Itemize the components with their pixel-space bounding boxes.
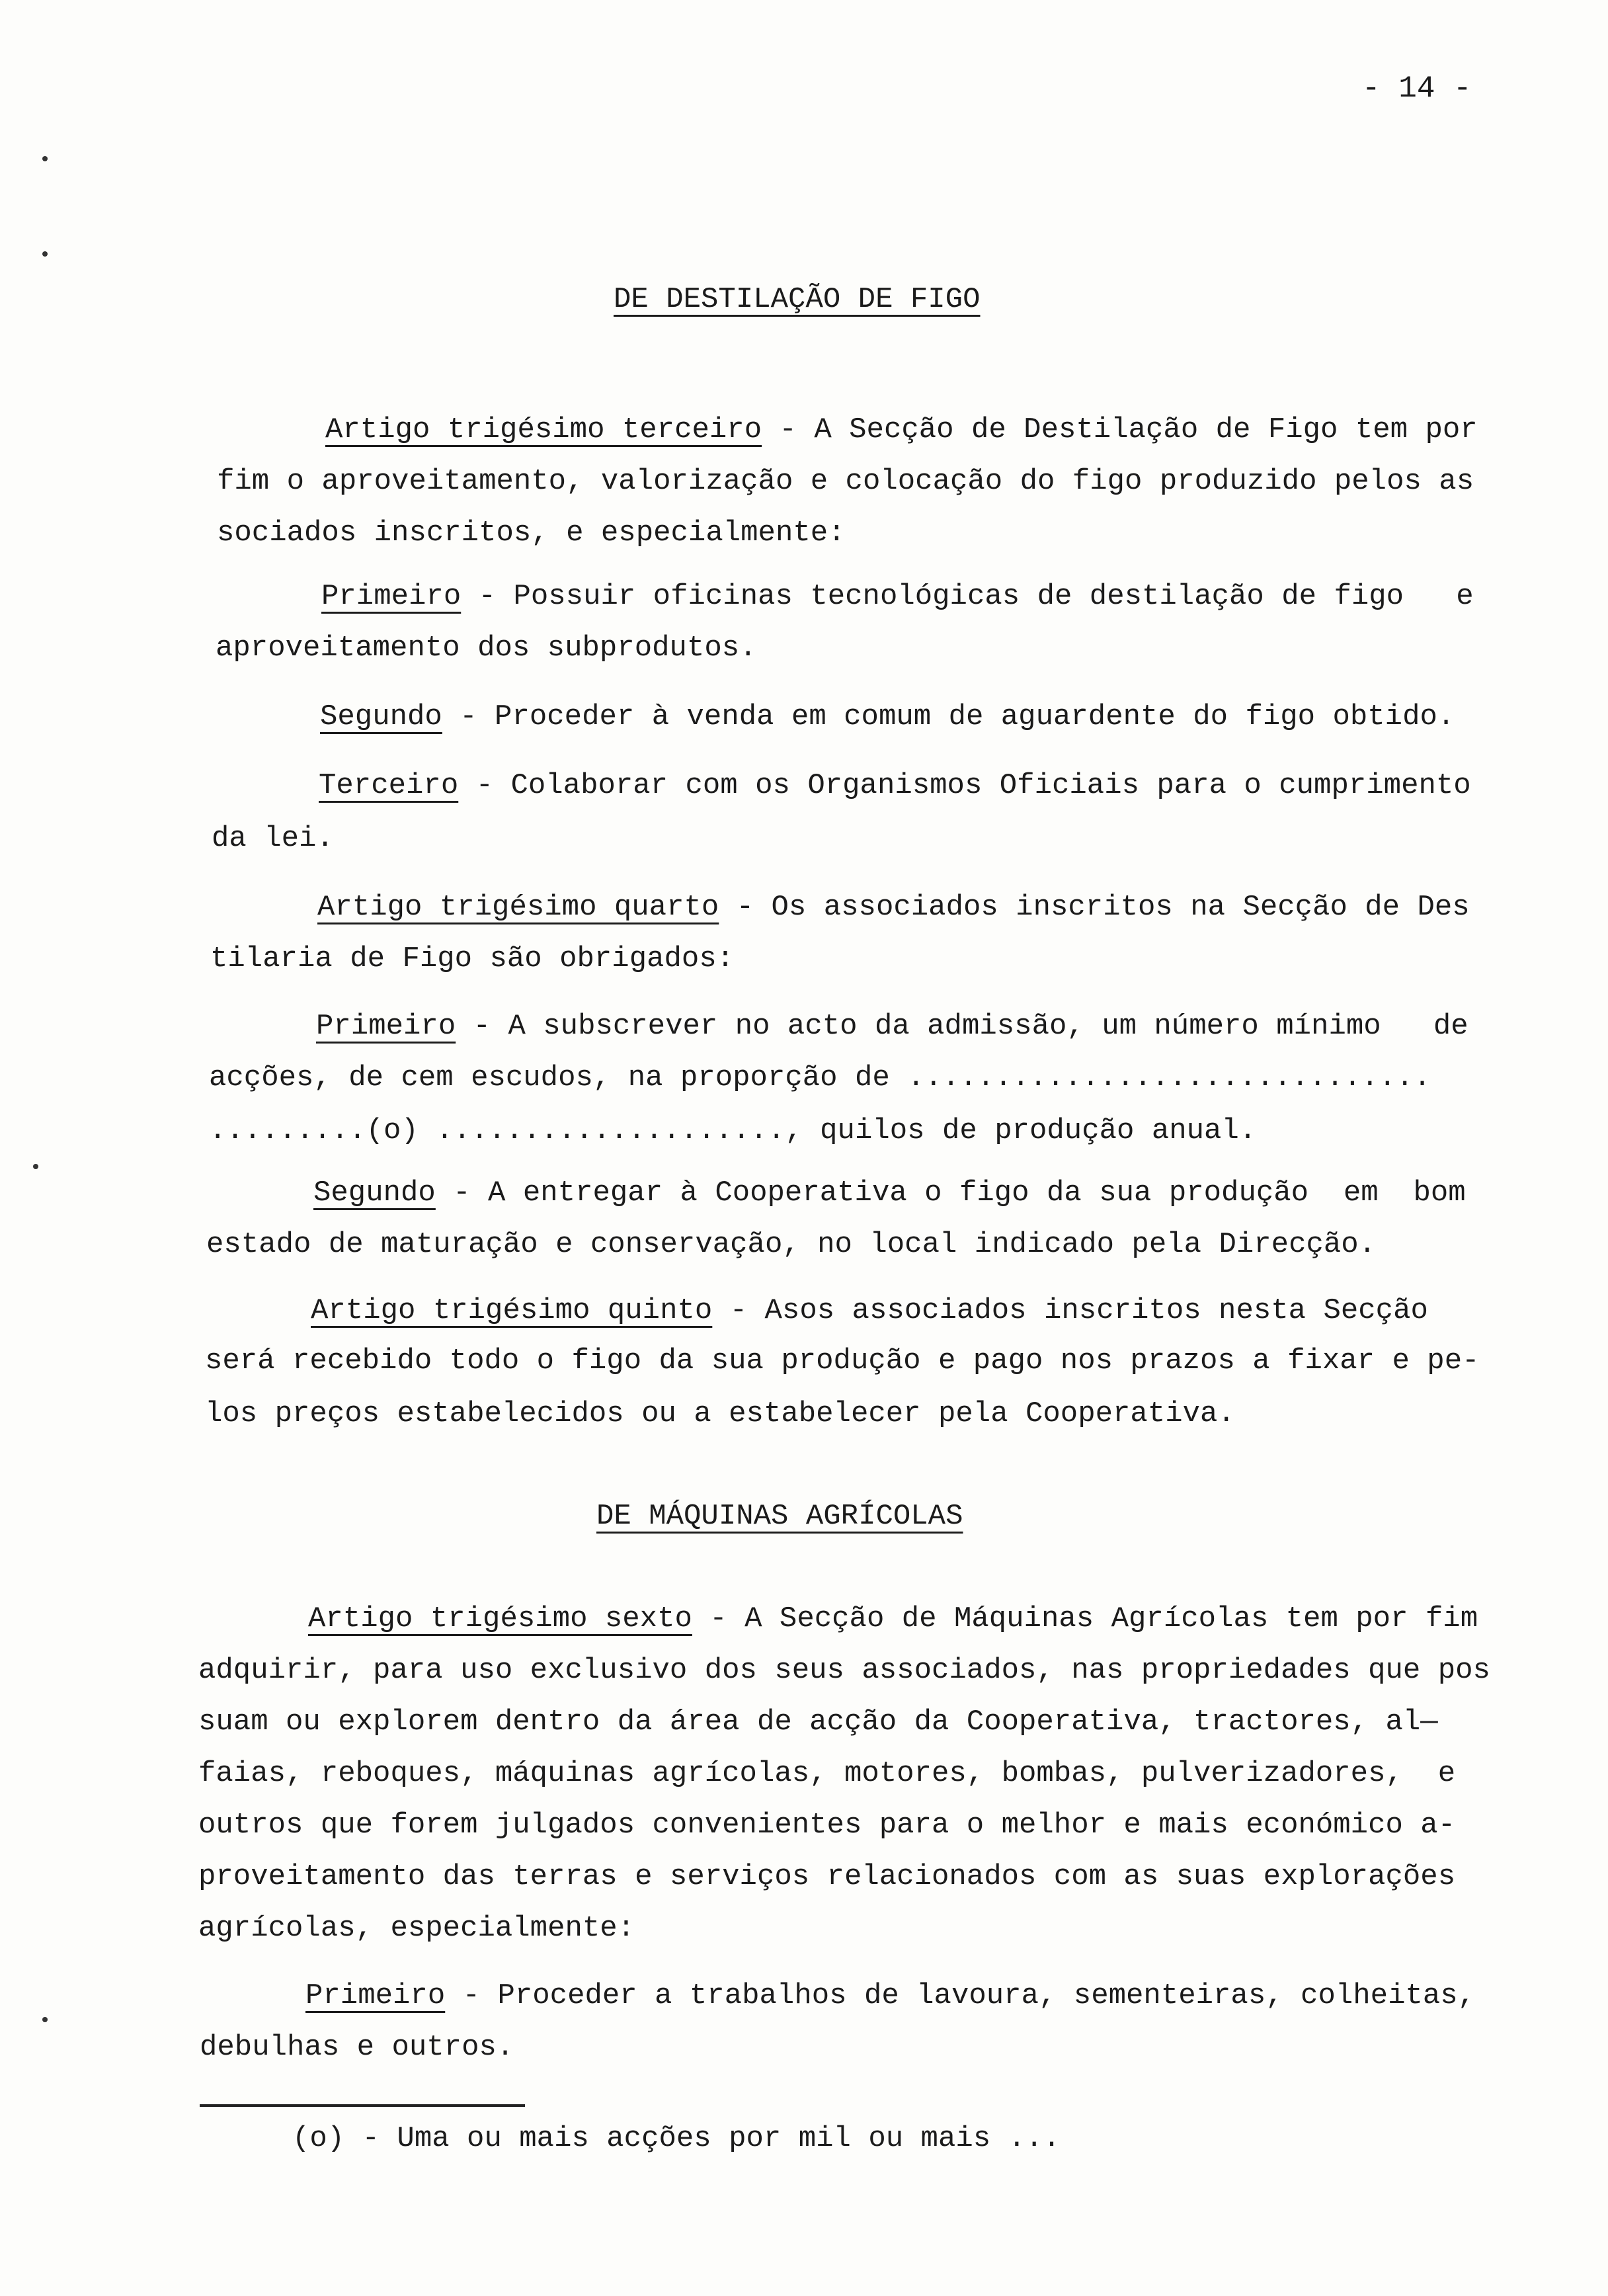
footnote-rule [200,2104,525,2107]
art36-text: - A Secção de Máquinas Agrícolas tem por fim [692,1602,1478,1635]
section-heading-destilacao: DE DESTILAÇÃO DE FIGO [614,283,981,316]
footnote-text: (o) - Uma ou mais acções por mil ou mais ... [292,2122,1061,2155]
art33-primeiro-label: Primeiro [321,580,462,613]
art33-primeiro-line-2: aproveitamento dos subprodutos. [216,632,757,665]
art33-segundo-label: Segundo [320,700,442,733]
art35-line-3: los preços estabelecidos ou a estabelecer pela Cooperativa. [205,1397,1235,1430]
art33-line-3: sociados inscritos, e especialmente: [217,516,846,550]
art35-title: Artigo trigésimo quinto [311,1294,713,1327]
art34-segundo-text: - A entregar à Cooperativa o figo da sua produção em bom [435,1176,1466,1210]
art34-segundo-line-2: estado de maturação e conservação, no local indicado pela Direcção. [206,1228,1377,1261]
art36-primeiro [305,1981,1475,2010]
art33-segundo-text: - Proceder à venda em comum de aguardente do figo obtido. [442,700,1455,733]
margin-speck [42,251,48,257]
art36-primeiro-line-2: debulhas e outros. [200,2031,514,2064]
section-heading-maquinas: DE MÁQUINAS AGRÍCOLAS [596,1500,963,1533]
art33-primeiro [321,582,1474,611]
art34-primeiro-label: Primeiro [316,1010,456,1043]
margin-speck [42,156,48,161]
art33-text: - A Secção de Destilação de Figo tem por [762,413,1478,446]
margin-speck [42,2017,48,2022]
art35-first-line [311,1296,1428,1325]
page-number: - 14 - [1362,71,1472,106]
art36-line-2: adquirir, para uso exclusivo dos seus associados, nas propriedades que pos [198,1654,1490,1687]
art34-first-line [317,893,1470,922]
art33-terceiro-text: - Colaborar com os Organismos Oficiais para o cumprimento [458,769,1471,802]
art34-primeiro-line-3: .........(o) ...................., quilos de produção anual. [209,1114,1257,1147]
art33-terceiro-label: Terceiro [319,769,459,802]
art34-primeiro-line-2: acções, de cem escudos, na proporção de .............................. [209,1061,1431,1094]
art36-first-line [308,1604,1478,1633]
art35-line-2: será recebido todo o figo da sua produção e pago nos prazos a fixar e pe- [205,1344,1480,1377]
art34-segundo-label: Segundo [313,1176,436,1210]
art33-title: Artigo trigésimo terceiro [325,413,762,446]
art33-primeiro-text: - Possuir oficinas tecnológicas de destilação de figo e [461,580,1474,613]
art36-primeiro-label: Primeiro [305,1979,446,2012]
art36-line-7: agrícolas, especialmente: [198,1912,635,1945]
art33-terceiro-line-2: da lei. [212,822,334,855]
art33-line-2: fim o aproveitamento, valorização e colocação do figo produzido pelos as [217,465,1474,498]
margin-speck [33,1164,38,1169]
art34-segundo [313,1178,1466,1208]
art34-text: - Os associados inscritos na Secção de Des [719,891,1470,924]
art34-line-2: tilaria de Figo são obrigados: [210,942,735,975]
art34-title: Artigo trigésimo quarto [317,891,719,924]
art34-primeiro-text: - A subscrever no acto da admissão, um número mínimo de [456,1010,1468,1043]
art36-line-6: proveitamento das terras e serviços relacionados com as suas explorações [198,1860,1456,1893]
art33-first-line [325,415,1478,444]
art33-segundo [320,702,1455,731]
art36-line-3: suam ou explorem dentro da área de acção da Cooperativa, tractores, al— [198,1705,1438,1739]
art36-primeiro-text: - Proceder a trabalhos de lavoura, sementeiras, colheitas, [445,1979,1476,2012]
art36-line-4: faias, reboques, máquinas agrícolas, motores, bombas, pulverizadores, e [198,1757,1456,1790]
art35-text: - Asos associados inscritos nesta Secção [712,1294,1428,1327]
art34-primeiro [316,1012,1468,1041]
art36-title: Artigo trigésimo sexto [308,1602,692,1635]
art36-line-5: outros que forem julgados convenientes para o melhor e mais económico a- [198,1809,1456,1842]
art33-terceiro [319,771,1471,800]
